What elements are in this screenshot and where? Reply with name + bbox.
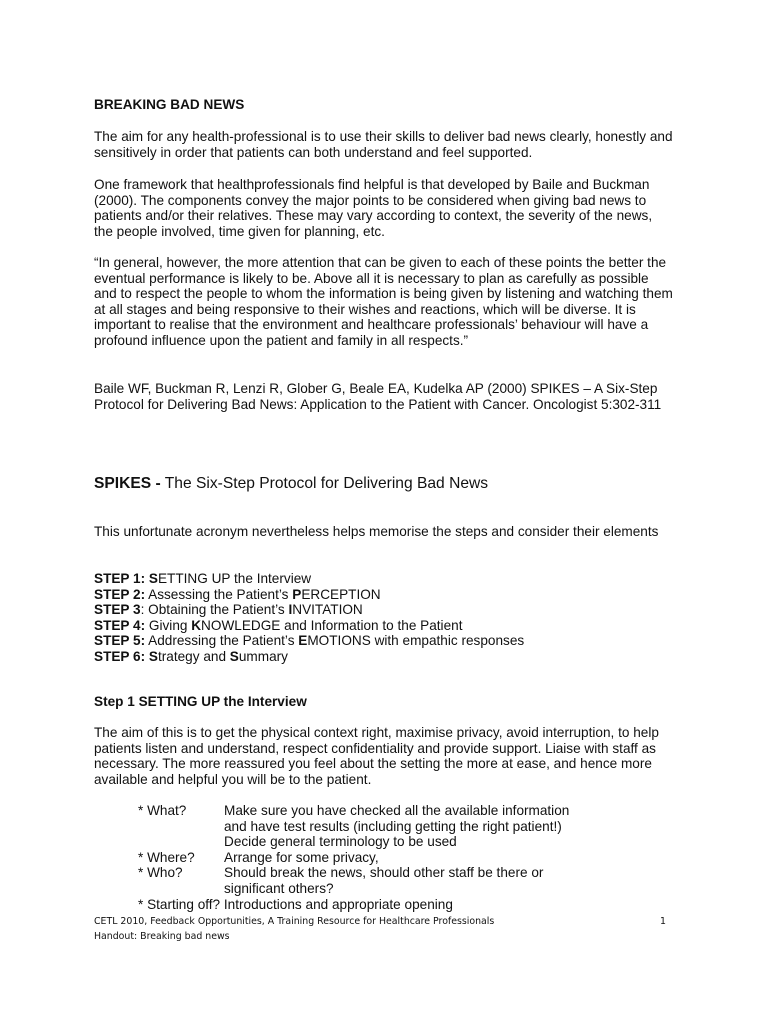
step-label: STEP 3: [94, 602, 141, 618]
step-label: STEP 5:: [94, 633, 146, 649]
step-label: STEP 6:: [94, 648, 146, 664]
document-title: BREAKING BAD NEWS: [94, 97, 245, 112]
spikes-heading-bold: SPIKES -: [94, 475, 161, 492]
step-label: STEP 1:: [94, 571, 146, 586]
step-item: STEP 4: Giving KNOWLEDGE and Information to the Patient: [94, 617, 463, 633]
page-number: 1: [660, 916, 666, 927]
checklist-item: [138, 865, 569, 896]
checklist-answer: Make sure you have checked all the available information and have test results (including getting the right patient!) Decide general terminology to be used: [224, 803, 570, 850]
spikes-heading: [94, 475, 488, 493]
step-item: STEP 3: Obtaining the Patient’s INVITATION: [94, 602, 363, 618]
step-item: STEP 1: SETTING UP the Interview: [94, 571, 312, 586]
step1-body: The aim of this is to get the physical context right, maximise privacy, avoid interruption, to help patients listen and understand, respect confidentiality and provide support. Liaise with staff as necessary. The more reassured you feel about the setting the more at ease, and hence more available and helpful you will be to the patient.: [94, 725, 659, 787]
quote-paragraph: “In general, however, the more attention that can be given to each of these points the better the eventual performance is likely to be. Above all it is necessary to plan as carefully as possible and to respect the people to whom the information is being given by listening and watching them at all stages and being responsive to their wishes and reactions, which will be diverse. It is important to realise that the environment and healthcare professionals’ behaviour will have a profound influence upon the patient and family in all respects.”: [94, 255, 673, 348]
framework-paragraph: One framework that healthprofessionals find helpful is that developed by Baile and Buckman (2000). The components convey the major points to be considered when giving bad news to patients and/or their relatives. These may vary according to context, the severity of the news, the people involved, time given for planning, etc.: [94, 177, 653, 239]
spikes-heading-rest: The Six-Step Protocol for Delivering Bad News: [160, 475, 489, 492]
footer-handout: Handout: Breaking bad news: [94, 931, 230, 942]
step-item: STEP 5: Addressing the Patient’s EMOTIONS with empathic responses: [94, 633, 525, 649]
page-footer: [94, 914, 666, 944]
intro-paragraph: The aim for any health-professional is to use their skills to deliver bad news clearly, honestly and sensitively in order that patients can both understand and feel supported.: [94, 129, 673, 160]
steps-list: [94, 571, 524, 665]
starting-off-item: * Starting off? Introductions and appropriate opening: [138, 896, 453, 912]
step-item: STEP 6: Strategy and Summary: [94, 648, 288, 664]
checklist: [138, 803, 569, 912]
step1-heading: Step 1 SETTING UP the Interview: [94, 694, 307, 709]
checklist-question: * What?: [138, 803, 187, 818]
checklist-answer: Should break the news, should other staff be there or significant others?: [224, 865, 544, 896]
step-label: STEP 2:: [94, 586, 146, 602]
checklist-question: * Who?: [138, 865, 183, 881]
checklist-item: [138, 850, 569, 866]
reference-paragraph: Baile WF, Buckman R, Lenzi R, Glober G, Beale EA, Kudelka AP (2000) SPIKES – A Six-Step Protocol for Delivering Bad News: Application to the Patient with Cancer. Oncologist 5:302-311: [94, 381, 662, 412]
footer-source: CETL 2010, Feedback Opportunities, A Training Resource for Healthcare Professionals: [94, 916, 495, 927]
step-item: STEP 2: Assessing the Patient’s PERCEPTION: [94, 586, 381, 602]
checklist-item: [138, 803, 569, 850]
step-label: STEP 4:: [94, 617, 146, 633]
checklist-question: * Where?: [138, 849, 195, 865]
acronym-note: This unfortunate acronym nevertheless helps memorise the steps and consider their elements: [94, 524, 659, 539]
checklist-answer: Arrange for some privacy,: [224, 849, 379, 865]
